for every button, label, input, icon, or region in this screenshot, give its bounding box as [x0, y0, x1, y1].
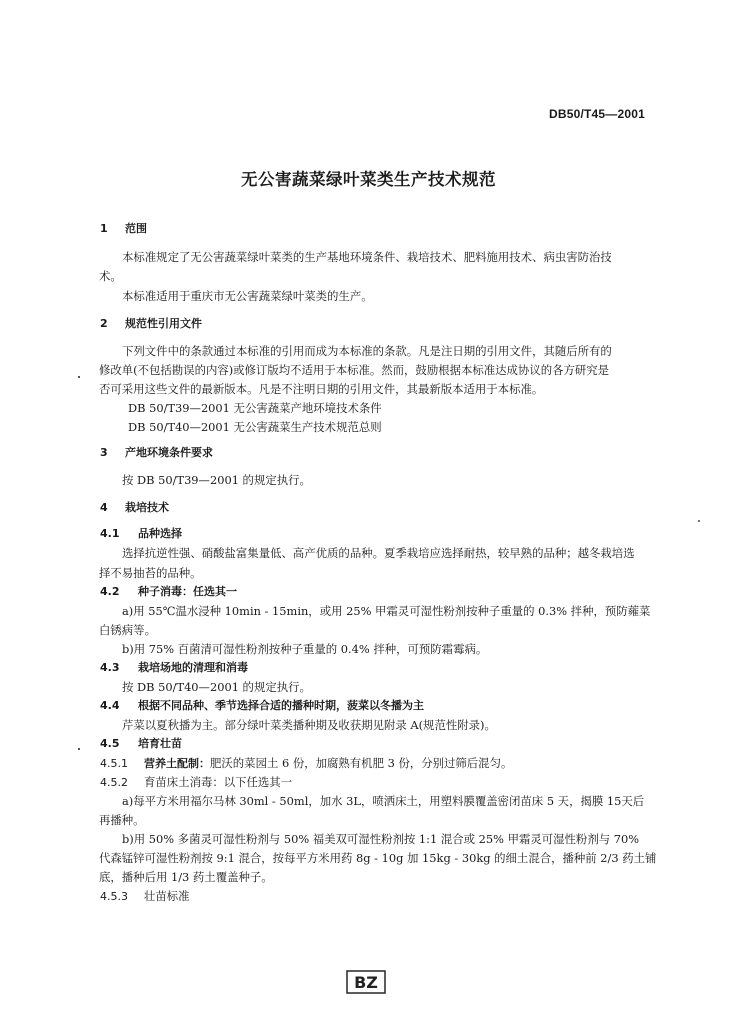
- paragraph-line: 术。: [99, 269, 122, 283]
- paragraph-line: 择不易抽苔的品种。: [99, 566, 202, 580]
- clause-text: 壮苗标准: [144, 889, 190, 903]
- subsection-title: 根据不同品种、季节选择合适的播种时期，菠菜以冬播为主: [138, 699, 424, 712]
- section-title: 栽培技术: [125, 501, 169, 514]
- paragraph-line: 按 DB 50/T39—2001 的规定执行。: [122, 473, 311, 487]
- subsection-title: 栽培场地的清理和消毒: [138, 661, 248, 674]
- section-1-heading: [100, 222, 147, 236]
- section-3-heading: [100, 446, 213, 460]
- clause-number: 4.5.2: [100, 776, 128, 789]
- subsection-number: 4.5: [100, 737, 120, 750]
- paragraph-line: 选择抗逆性强、硝酸盐富集量低、高产优质的品种。夏季栽培应选择耐热，较早熟的品种；越冬栽培选: [122, 546, 635, 560]
- scan-speck: [78, 748, 80, 750]
- paragraph-line: 本标准规定了无公害蔬菜绿叶菜类的生产基地环境条件、栽培技术、肥料施用技术、病虫害防治技: [122, 250, 612, 264]
- paragraph-line: 芹菜以夏秋播为主。部分绿叶菜类播种期及收获期见附录 A(规范性附录)。: [122, 718, 496, 732]
- list-item-a: a)用 55℃温水浸种 10min - 15min，或用 25% 甲霜灵可湿性粉剂按种子重量的 0.3% 拌种，预防蕹菜: [122, 604, 651, 618]
- subsection-4-3-heading: [100, 661, 248, 675]
- subsection-4-1-heading: [100, 527, 182, 541]
- clause-4-5-3: [100, 889, 190, 904]
- section-title: 规范性引用文件: [125, 317, 202, 330]
- subsection-4-2-heading: [100, 585, 237, 599]
- section-4-heading: [100, 501, 169, 515]
- list-item-a: a)每平方米用福尔马林 30ml - 50ml，加水 3L，喷洒床土，用塑料膜覆盖密闭苗床 5 天，揭膜 15天后: [122, 794, 645, 808]
- page-mark-logo: [346, 970, 386, 994]
- paragraph-line: 本标准适用于重庆市无公害蔬菜绿叶菜类的生产。: [122, 289, 373, 303]
- paragraph-line: 否可采用这些文件的最新版本。凡是不注明日期的引用文件，其最新版本适用于本标准。: [99, 382, 544, 396]
- subsection-4-5-heading: [100, 737, 182, 751]
- clause-4-5-2: [100, 775, 292, 790]
- scan-speck: [698, 520, 700, 522]
- paragraph-line: 修改单(不包括勘误的内容)或修订版均不适用于本标准。然而，鼓励根据本标准达成协议的各方研究是: [99, 363, 610, 377]
- section-title: 产地环境条件要求: [125, 446, 213, 459]
- paragraph-line: 再播种。: [99, 813, 145, 827]
- section-number: 4: [100, 501, 108, 514]
- paragraph-line: 代森锰锌可湿性粉剂按 9:1 混合，按每平方米用药 8g - 10g 加 15kg - 30kg 的细土混合，播种前 2/3 药土铺: [99, 851, 657, 865]
- document-title: 无公害蔬菜绿叶菜类生产技术规范: [241, 170, 496, 189]
- reference-item: DB 50/T40—2001 无公害蔬菜生产技术规范总则: [128, 420, 382, 434]
- clause-4-5-1: [100, 756, 512, 771]
- clause-text: 育苗床土消毒：以下任选其一: [144, 775, 293, 789]
- list-item-b: b)用 75% 百菌清可湿性粉剂按种子重量的 0.4% 拌种，可预防霜霉病。: [122, 642, 488, 656]
- paragraph-line: 按 DB 50/T40—2001 的规定执行。: [122, 680, 311, 694]
- clause-number: 4.5.1: [100, 757, 128, 770]
- paragraph-line: 底，播种后用 1/3 药土覆盖种子。: [99, 870, 273, 884]
- list-item-b: b)用 50% 多菌灵可湿性粉剂与 50% 福美双可湿性粉剂按 1:1 混合或 25% 甲霜灵可湿性粉剂与 70%: [122, 832, 640, 846]
- subsection-number: 4.2: [100, 585, 120, 598]
- paragraph-line: 白锈病等。: [99, 623, 156, 637]
- paragraph-line: 下列文件中的条款通过本标准的引用而成为本标准的条款。凡是注日期的引用文件，其随后所有的: [122, 344, 612, 358]
- clause-text: 肥沃的菜园土 6 份，加腐熟有机肥 3 份，分别过筛后混匀。: [210, 756, 513, 770]
- section-title: 范围: [125, 222, 147, 235]
- subsection-number: 4.1: [100, 527, 120, 540]
- section-number: 3: [100, 446, 108, 459]
- section-number: 1: [100, 222, 108, 235]
- clause-label: 营养土配制：: [144, 757, 210, 770]
- page-mark-text: BZ: [354, 973, 378, 992]
- subsection-title: 种子消毒：任选其一: [138, 585, 237, 598]
- subsection-number: 4.3: [100, 661, 120, 674]
- subsection-title: 培育壮苗: [138, 737, 182, 750]
- subsection-4-4-heading: [100, 699, 424, 713]
- standard-number: DB50/T45—2001: [549, 107, 645, 121]
- section-number: 2: [100, 317, 108, 330]
- clause-number: 4.5.3: [100, 890, 128, 903]
- reference-item: DB 50/T39—2001 无公害蔬菜产地环境技术条件: [128, 401, 382, 415]
- scan-speck: [78, 376, 80, 378]
- subsection-title: 品种选择: [138, 527, 182, 540]
- subsection-number: 4.4: [100, 699, 120, 712]
- section-2-heading: [100, 317, 202, 331]
